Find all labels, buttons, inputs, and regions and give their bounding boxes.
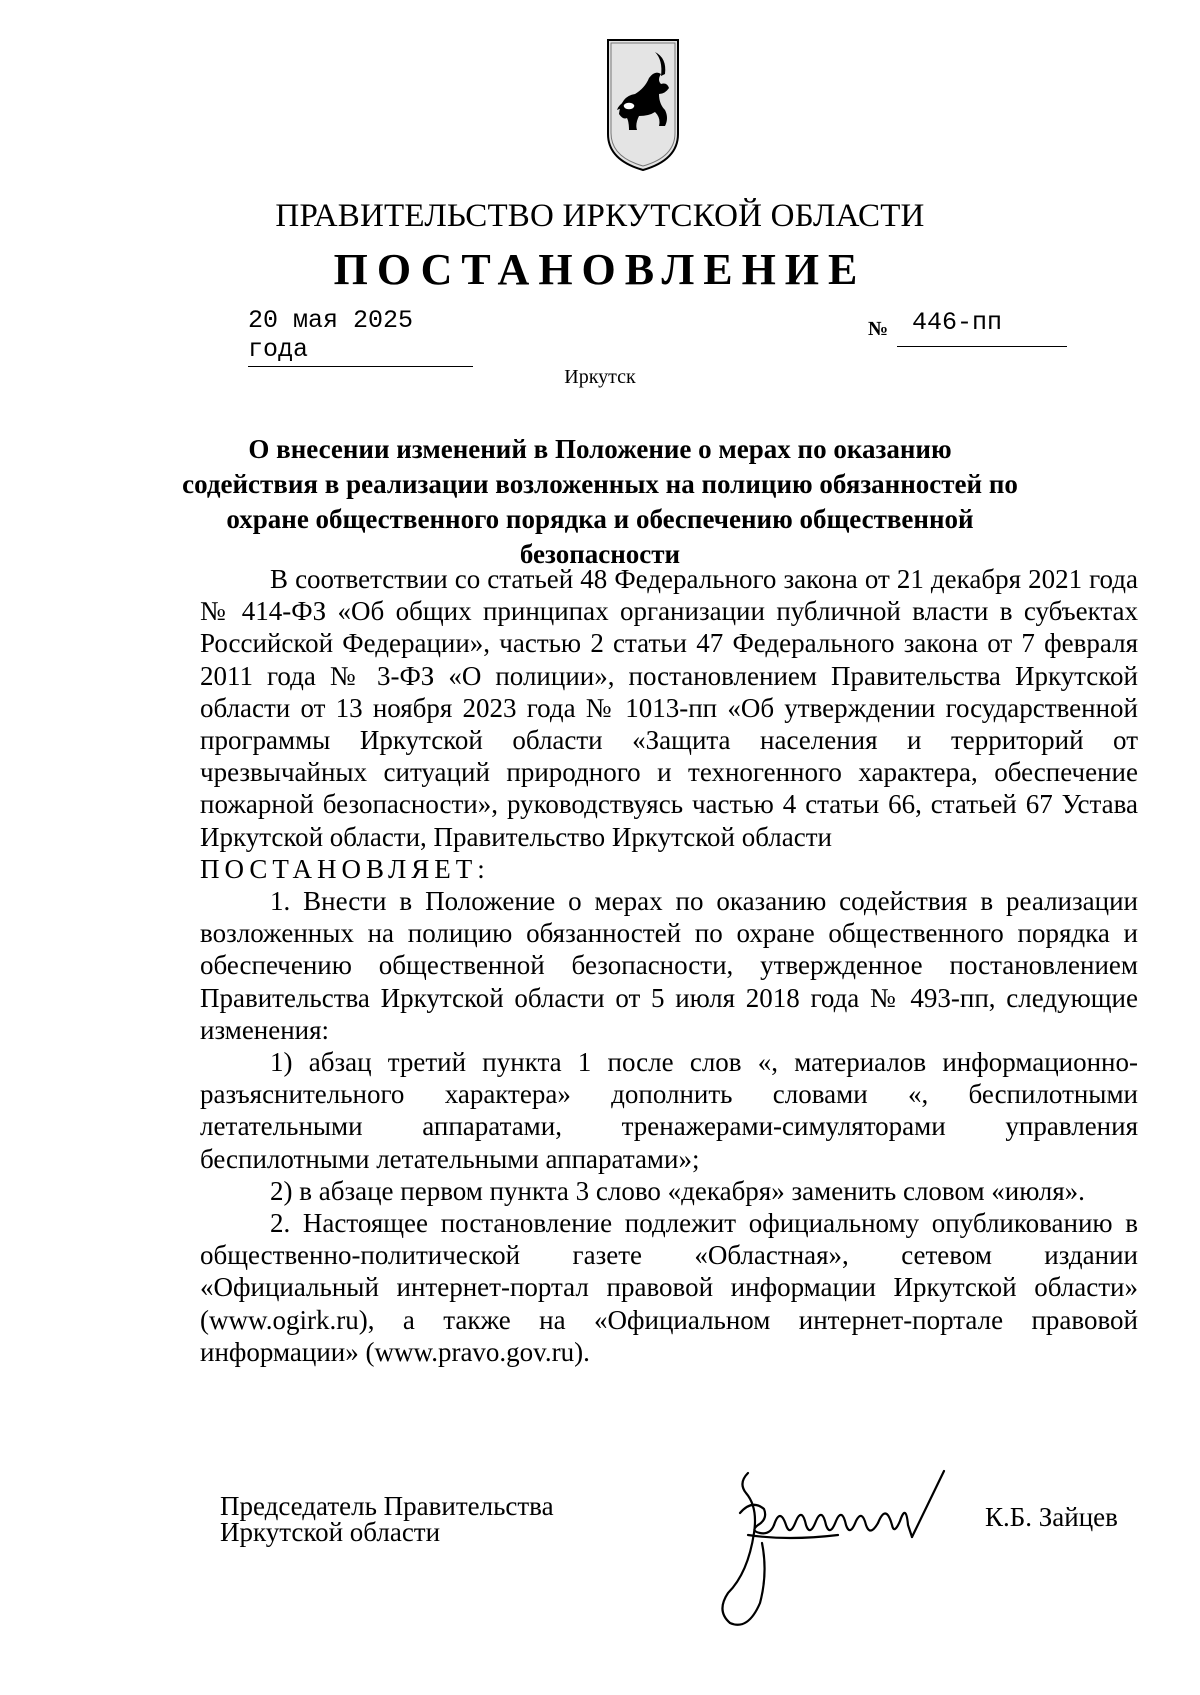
resolves-heading: ПОСТАНОВЛЯЕТ:: [200, 853, 490, 884]
document-type: ПОСТАНОВЛЕНИЕ: [333, 245, 867, 294]
document-date: 20 мая 2025 года: [248, 306, 473, 367]
document-title: О внесении изменений в Положение о мерах по оказанию содействия в реализации возложенных на полицию обязанностей по охране общественного порядка и обеспечению общественной безопасности: [182, 434, 1018, 569]
city: Иркутск: [564, 366, 636, 388]
item-1-1-paragraph: 1) абзац третий пункта 1 после слов «, материалов информационно-разъяснительного характера» дополнить словами «, беспилотными летательными аппаратами, тренажерами-симуляторами управления беспилотными летательными аппаратами»;: [200, 1047, 1138, 1174]
preamble-paragraph: В соответствии со статьей 48 Федерального закона от 21 декабря 2021 года № 414-ФЗ «Об общих принципах организации публичной власти в субъектах Российской Федерации», частью 2 статьи 47 Федерального закона от 7 февраля 2011 года № 3-ФЗ «О полиции», постановлением Правительства Иркутской области от 13 ноября 2023 года № 1013-пп «Об утверждении государственной программы Иркутской области «Защита населения и территорий от чрезвычайных ситуаций природного и техногенного характера, обеспечение пожарной безопасности», руководствуясь частью 4 статьи 66, статьей 67 Устава Иркутской области, Правительство Иркутской области: [200, 564, 1138, 852]
organization-name: ПРАВИТЕЛЬСТВО ИРКУТСКОЙ ОБЛАСТИ: [275, 198, 925, 234]
signatory-position-line2: Иркутской области: [220, 1517, 441, 1547]
item-2-paragraph: 2. Настоящее постановление подлежит официальному опубликованию в общественно-политической газете «Областная», сетевом издании «Официальный интернет-портал правовой информации Иркутской области» (www.ogirk.ru), а также на «Официальном интернет-портале правовой информации» (www.pravo.gov.ru).: [200, 1208, 1138, 1367]
handwritten-signature: [708, 1463, 998, 1628]
coat-of-arms-emblem: [605, 38, 681, 172]
number-underline: [897, 346, 1067, 347]
document-body: [200, 563, 1138, 1368]
signatory-position-line1: Председатель Правительства: [220, 1491, 554, 1521]
item-1-paragraph: 1. Внести в Положение о мерах по оказанию содействия в реализации возложенных на полицию обязанностей по охране общественного порядка и обеспечению общественной безопасности, утвержденное постановлением Правительства Иркутской области от 5 июля 2018 года № 493-пп, следующие изменения:: [200, 886, 1138, 1045]
signatory-position: [220, 1493, 554, 1545]
number-sign: №: [868, 318, 889, 340]
document-number: 446-пп: [912, 308, 1003, 337]
item-1-2-paragraph: 2) в абзаце первом пункта 3 слово «декабря» заменить словом «июля».: [270, 1175, 1085, 1206]
signatory-name: К.Б. Зайцев: [985, 1502, 1118, 1532]
